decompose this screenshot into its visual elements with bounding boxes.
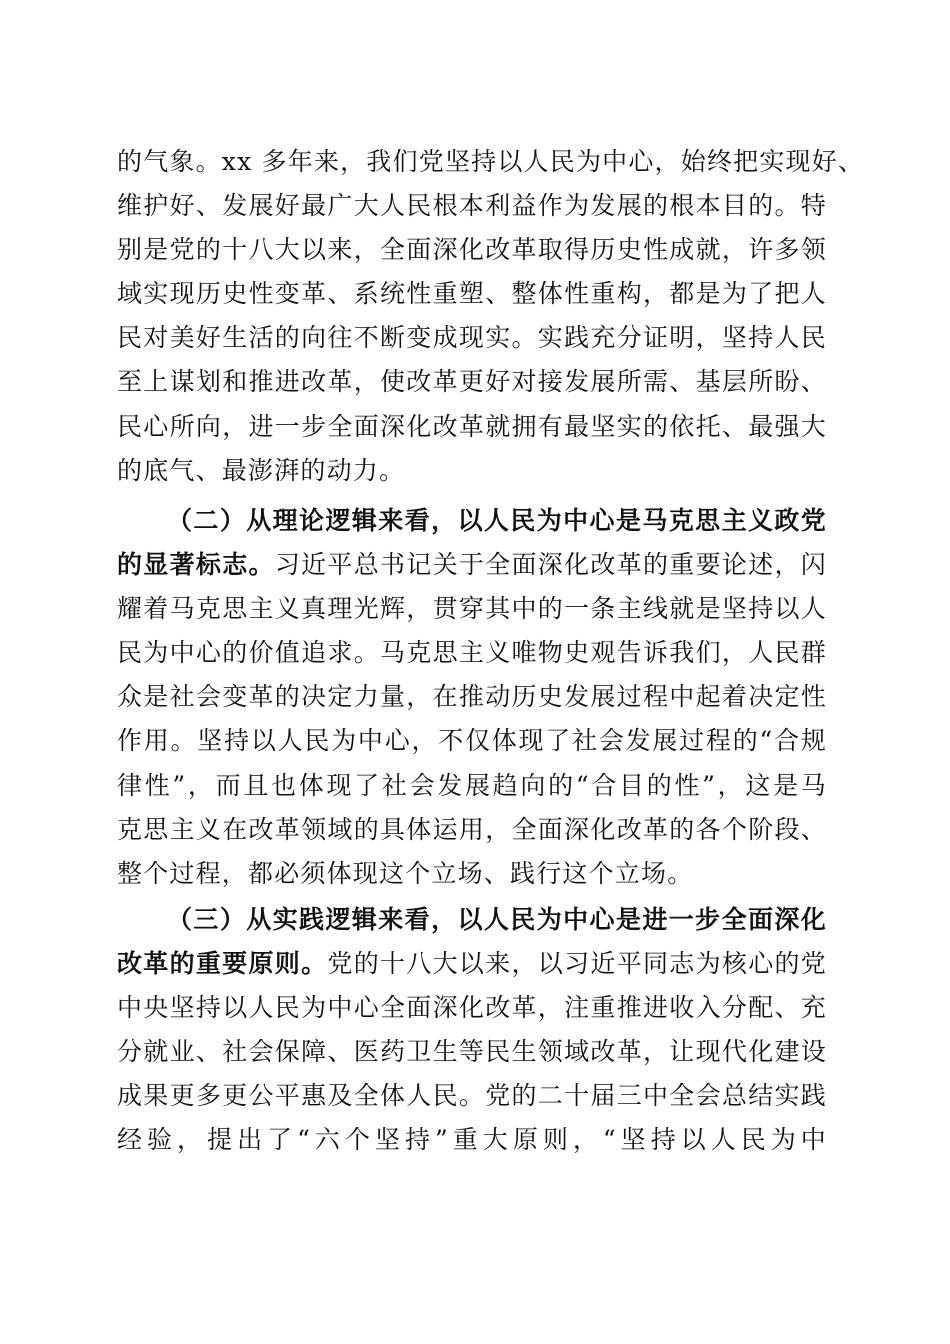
paragraph-1 <box>117 140 865 493</box>
paragraph-line: 中央坚持以人民为中心全面深化改革，注重推进收入分配、充 <box>117 993 827 1023</box>
paragraph-line: 的底气、最澎湃的动力。 <box>117 455 406 485</box>
paragraph-line: 域实现历史性变革、系统性重塑、整体性重构，都是为了把人 <box>117 279 827 309</box>
paragraph-line: 维护好、发展好最广大人民根本利益作为发展的根本目的。特 <box>117 191 827 221</box>
paragraph-line <box>117 543 827 587</box>
paragraph-text: 党的十八大以来，以习近平同志为核心的党 <box>327 949 827 979</box>
paragraph-line: 的气象。xx 多年来，我们党坚持以人民为中心，始终把实现好、 <box>117 147 865 176</box>
paragraph-line: 民心所向，进一步全面深化改革就拥有最坚实的依托、最强大 <box>117 411 827 441</box>
paragraph-line: 成果更多更公平惠及全体人民。党的二十届三中全会总结实践 <box>117 1081 827 1111</box>
section-heading: （三）从实践逻辑来看，以人民为中心是进一步全面深化 <box>167 905 827 934</box>
paragraph-line: 众是社会变革的决定力量，在推动历史发展过程中起着决定性 <box>117 682 827 712</box>
section-heading: （二）从理论逻辑来看，以人民为中心是马克思主义政党 <box>167 506 827 535</box>
section-heading-end: 改革的重要原则。 <box>117 949 328 979</box>
paragraph-3 <box>117 898 827 1163</box>
paragraph-2 <box>117 499 827 896</box>
paragraph-line: 经验，提出了“六个坚持”重大原则，“坚持以人民为中 <box>117 1125 827 1155</box>
paragraph-line: 耀着马克思主义真理光辉，贯穿其中的一条主线就是坚持以人 <box>117 594 827 624</box>
paragraph-line: 克思主义在改革领域的具体运用，全面深化改革的各个阶段、 <box>117 814 827 844</box>
paragraph-line: 民对美好生活的向往不断变成现实。实践充分证明，坚持人民 <box>117 323 827 353</box>
paragraph-line: 作用。坚持以人民为中心，不仅体现了社会发展过程的“合规 <box>117 726 827 756</box>
section-heading-end: 的显著标志。 <box>117 550 275 580</box>
paragraph-line: 律性”，而且也体现了社会发展趋向的“合目的性”，这是马 <box>117 770 827 800</box>
paragraph-line: 至上谋划和推进改革，使改革更好对接发展所需、基层所盼、 <box>117 367 827 397</box>
paragraph-text: 习近平总书记关于全面深化改革的重要论述，闪 <box>274 550 828 580</box>
paragraph-line: 民为中心的价值追求。马克思主义唯物史观告诉我们，人民群 <box>117 638 827 668</box>
paragraph-line <box>117 942 827 986</box>
paragraph-line: 别是党的十八大以来，全面深化改革取得历史性成就，许多领 <box>117 235 827 265</box>
paragraph-line: 分就业、社会保障、医药卫生等民生领域改革，让现代化建设 <box>117 1037 827 1067</box>
paragraph-line: 整个过程，都必须体现这个立场、践行这个立场。 <box>117 858 694 888</box>
